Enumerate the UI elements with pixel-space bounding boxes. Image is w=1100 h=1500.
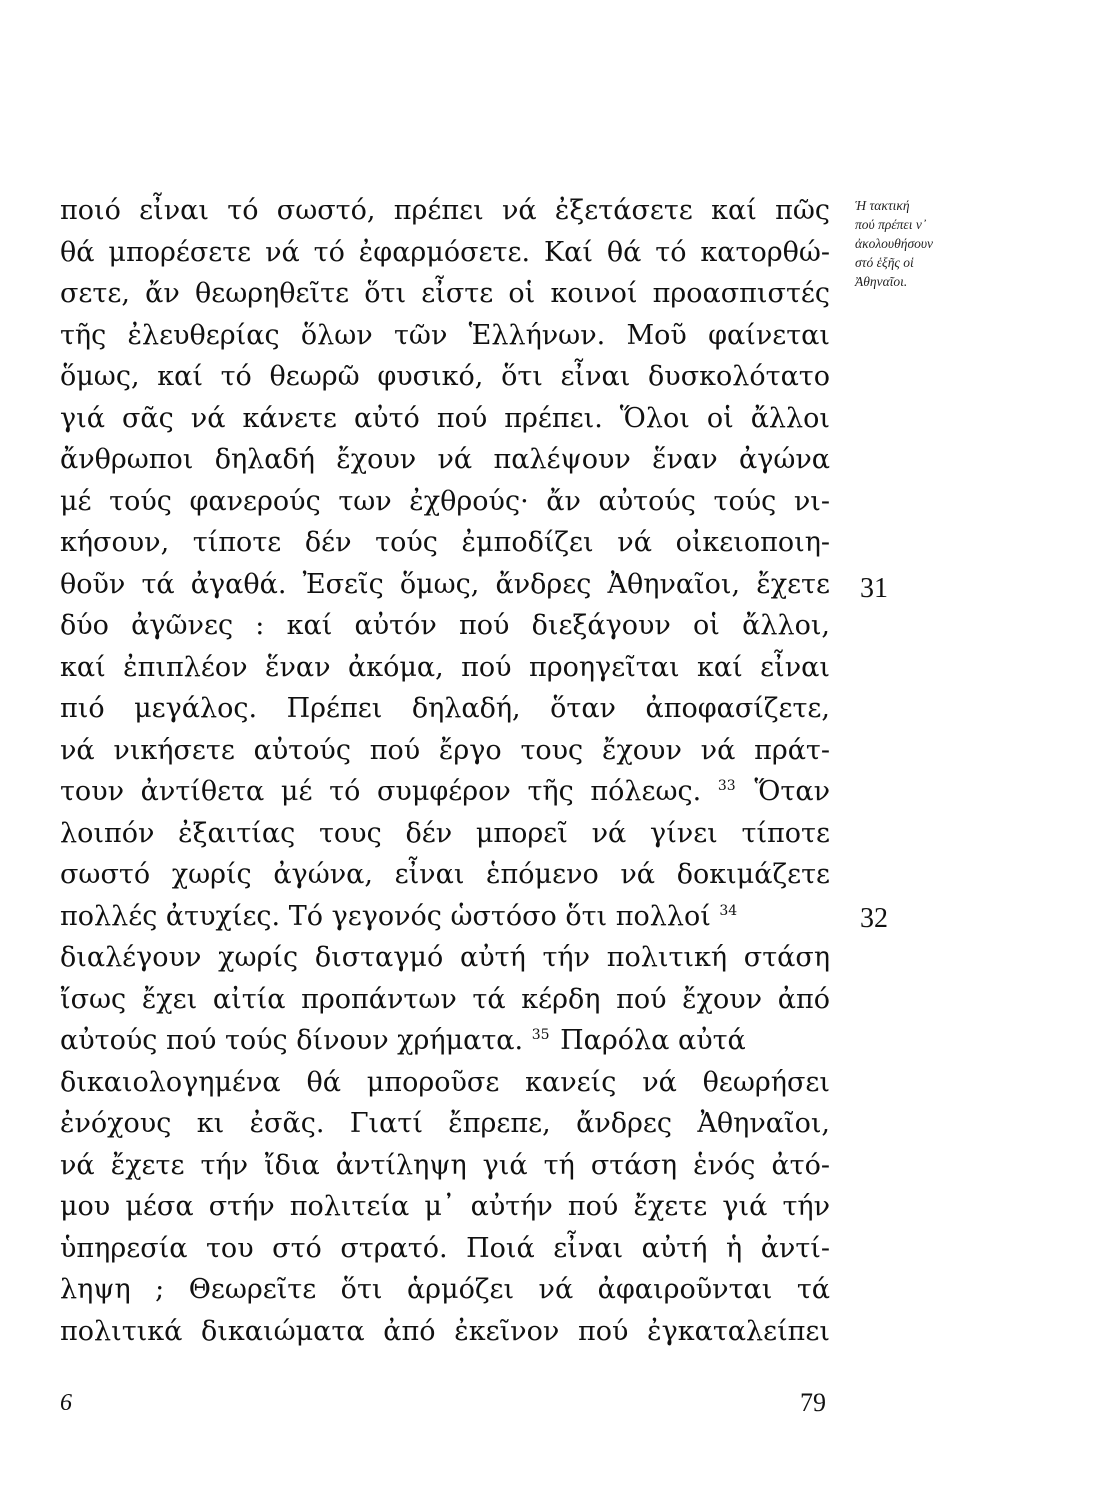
margin-note-line: στό ἑξῆς οἱ [855, 255, 914, 270]
text-segment: τουν ἀντίθετα μέ τό συμφέρον τῆς πόλεως. [60, 776, 718, 807]
text-line: θά μπορέσετε νά τό ἐφαρμόσετε. Καί θά τό κατορθώ- [60, 236, 830, 268]
text-line: μου μέσα στήν πολιτεία μ᾽ αὐτήν πού ἔχετε γιά τήν [60, 1191, 830, 1222]
text-line: σωστό χωρίς ἀγώνα, εἶναι ἑπόμενο νά δοκιμάζετε [60, 859, 830, 890]
text-line: λοιπόν ἐξαιτίας τους δέν μπορεῖ νά γίνει τίποτε [60, 817, 830, 849]
text-line: γιά σᾶς νά κάνετε αὐτό πού πρέπει. Ὅλοι οἱ ἄλλοι [60, 402, 830, 434]
text-line: δικαιολογημένα θά μποροῦσε κανείς νά θεωρήσει [60, 1066, 830, 1098]
text-line: ἄνθρωποι δηλαδή ἔχουν νά παλέψουν ἕναν ἀγώνα [60, 444, 830, 475]
text-segment: Παρόλα αὐτά [551, 1025, 746, 1056]
text-line: νά ἔχετε τήν ἴδια ἀντίληψη γιά τή στάση ἑνός ἀτό- [60, 1149, 830, 1181]
text-segment: πολλές ἀτυχίες. Τό γεγονός ὡστόσο ὅτι πολλοί [60, 900, 720, 932]
signature-mark: 6 [60, 1390, 72, 1416]
margin-note-line: Ἀθηναῖοι. [855, 274, 908, 289]
text-line: καί ἐπιπλέον ἕναν ἀκόμα, πού προηγεῖται καί εἶναι [60, 651, 830, 683]
text-line [60, 896, 830, 938]
footnote-marker: 35 [531, 1027, 550, 1043]
margin-note-line: ἀκολουθήσουν [855, 236, 934, 251]
footnote-marker: 34 [719, 902, 738, 919]
margin-note-line: πού πρέπει ν᾽ [855, 217, 927, 232]
text-line: ὅμως, καί τό θεωρῶ φυσικό, ὅτι εἶναι δυσκολότατο [60, 361, 830, 392]
text-line: πιό μεγάλος. Πρέπει δηλαδή, ὅταν ἀποφασίζετε, [60, 693, 830, 724]
text-line: τῆς ἐλευθερίας ὅλων τῶν Ἑλλήνων. Μοῦ φαίνεται [60, 319, 830, 351]
margin-note-line: Ἡ τακτική [855, 198, 910, 213]
section-number-31: 31 [860, 573, 888, 604]
body-text [60, 190, 830, 1352]
text-line: δύο ἀγῶνες : καί αὐτόν πού διεξάγουν οἱ ἄλλοι, [60, 610, 830, 641]
text-line: ἴσως ἔχει αἰτία προπάντων τά κέρδη πού ἔχουν ἀπό [60, 983, 830, 1015]
text-line: θοῦν τά ἀγαθά. Ἐσεῖς ὅμως, ἄνδρες Ἀθηναῖοι, ἔχετε [60, 568, 830, 600]
page-number: 79 [800, 1388, 826, 1417]
text-line: ὑπηρεσία του στό στρατό. Ποιά εἶναι αὐτή ἡ ἀντί- [60, 1232, 830, 1264]
text-segment: Ὅταν [737, 776, 830, 807]
text-line [60, 1020, 830, 1062]
text-line: μέ τούς φανερούς των ἐχθρούς· ἄν αὐτούς τούς νι- [60, 485, 830, 517]
margin-note [855, 196, 1005, 291]
text-line: ἐνόχους κι ἐσᾶς. Γιατί ἔπρεπε, ἄνδρες Ἀθηναῖοι, [60, 1108, 830, 1139]
text-line: σετε, ἄν θεωρηθεῖτε ὅτι εἶστε οἱ κοινοί προασπιστές [60, 278, 830, 309]
text-line [60, 771, 830, 813]
footnote-marker: 33 [717, 778, 736, 794]
section-number-32: 32 [860, 903, 888, 934]
text-line: κήσουν, τίποτε δέν τούς ἐμποδίζει νά οἰκειοποιη- [60, 527, 830, 558]
text-line: διαλέγουν χωρίς δισταγμό αὐτή τήν πολιτική στάση [60, 942, 830, 973]
text-line: νά νικήσετε αὐτούς πού ἔργο τους ἔχουν νά πράτ- [60, 734, 830, 766]
text-line: ποιό εἶναι τό σωστό, πρέπει νά ἐξετάσετε καί πῶς [60, 195, 830, 226]
text-segment: αὐτούς πού τούς δίνουν χρήματα. [60, 1025, 532, 1056]
text-line: ληψη ; Θεωρεῖτε ὅτι ἁρμόζει νά ἀφαιροῦνται τά [60, 1274, 830, 1305]
text-line: πολιτικά δικαιώματα ἀπό ἐκεῖνον πού ἐγκαταλείπει [60, 1315, 830, 1347]
